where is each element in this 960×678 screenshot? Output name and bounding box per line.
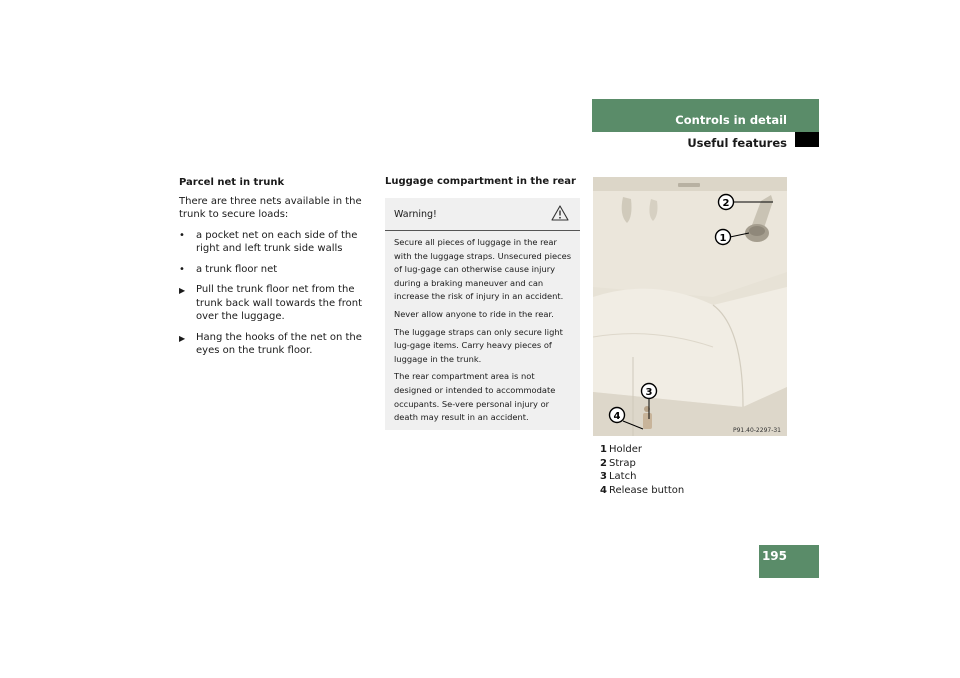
legend-number: 2 [600,457,607,469]
legend-number: 1 [600,444,607,455]
parcel-net-section [179,176,377,365]
bullet-mark: • [179,229,185,241]
legend-label: Latch [608,471,637,483]
step-text: Hang the hooks of the net on the eyes on the trunk floor. [196,331,362,356]
legend-number: 3 [600,471,607,483]
step-text: Pull the trunk floor net from the trunk back wall towards the front over the luggage. [196,284,363,322]
legend-label: Holder [608,444,642,455]
callout-2 [719,195,734,210]
callout-1 [716,230,731,245]
warning-triangle-icon [551,205,569,221]
warning-box [385,198,580,430]
callout-4-label: 4 [613,411,621,422]
intro-paragraph: There are three nets available in the trunk to secure loads: [179,195,362,220]
header-marker [795,132,819,147]
callout-2-label: 2 [722,198,730,209]
step-item [179,283,377,324]
legend-item [600,470,684,484]
warning-paragraph: The rear compartment area is not designed or intended to accommodate occupants. Se-vere personal injury or death may result in an accident. [394,371,556,423]
step-arrow-icon: ▶ [179,286,186,295]
warning-body [394,236,574,429]
warning-paragraph: Secure all pieces of luggage in the rear with the luggage straps. Unsecured pieces of lug-gage can otherwise cause injury during a braking maneuver and can increase the risk of injury in an accident. [394,237,572,302]
legend-label: Release button [608,484,685,496]
legend-item [600,443,684,457]
page-number: 195 [761,549,787,563]
luggage-compartment-heading: Luggage compartment in the rear [385,176,576,187]
legend-item [600,457,684,471]
subsection-title: Useful features [687,136,787,150]
bullet-item [179,263,377,277]
bullet-item [179,229,377,256]
step-arrow-icon: ▶ [179,333,186,343]
section-title: Controls in detail [675,113,787,127]
luggage-compartment-figure [593,177,787,436]
callout-3-label: 3 [645,387,653,398]
figure-code: P91.40-2297-31 [732,427,781,434]
legend-label: Strap [608,457,636,469]
bullet-text: a trunk floor net [196,263,278,275]
warning-paragraph: Never allow anyone to ride in the rear. [394,308,554,319]
warning-paragraph: The luggage straps can only secure light lug-gage items. Carry heavy pieces of luggage in the trunk. [394,326,563,364]
legend-item [600,484,684,498]
header-bar [592,99,819,132]
callout-4 [610,408,625,423]
bullet-text: a pocket net on each side of the right and left trunk side walls [196,229,358,254]
section-heading: Parcel net in trunk [179,177,285,188]
legend-number: 4 [600,484,607,496]
warning-divider [385,230,580,231]
callout-3 [642,384,657,399]
bullet-mark: • [179,263,185,275]
luggage-compartment-illustration [593,177,787,436]
step-item [179,331,377,358]
page-number-box [759,545,819,578]
figure-legend [600,443,684,497]
warning-title: Warning! [394,209,437,220]
callout-1-label: 1 [719,233,727,244]
